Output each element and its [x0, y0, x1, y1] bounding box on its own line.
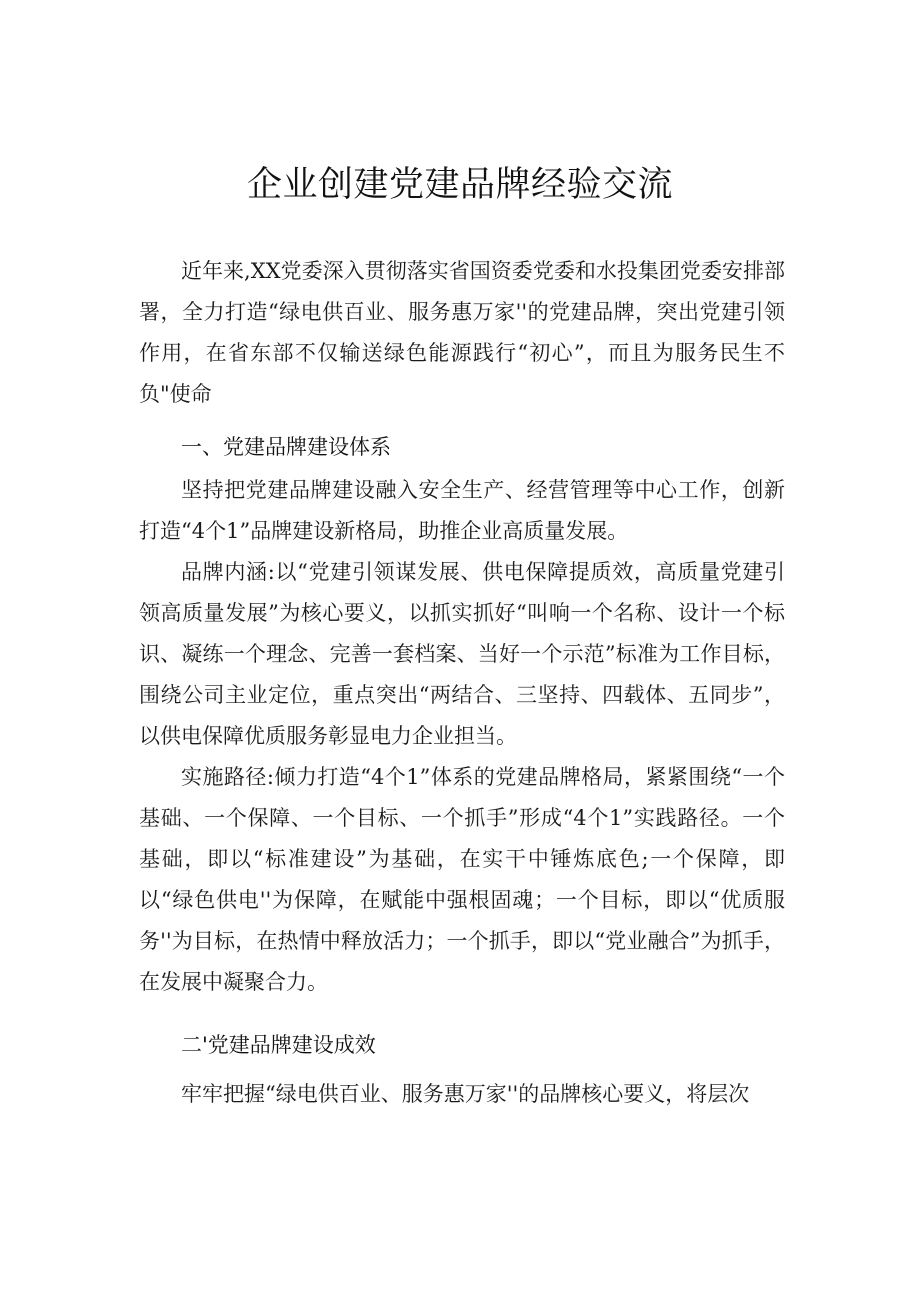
- section-1-paragraph-3: 实施路径:倾力打造“4个1”体系的党建品牌格局，紧紧围绕“一个基础、一个保障、一个目标、一个抓手”形成“4个1”实践路径。一个基础，即以“标准建设”为基础，在实干中锤炼底色;一个保障，即以“绿色供电''为保障，在赋能中强根固魂；一个目标，即以“优质服务''为目标，在热情中释放活力；一个抓手，即以“党业融合”为抓手，在发展中凝聚合力。: [139, 765, 785, 994]
- section-1-paragraph-2: 品牌内涵:以“党建引领谋发展、供电保障提质效，高质量党建引领高质量发展”为核心要义，以抓实抓好“叫响一个名称、设计一个标识、凝练一个理念、完善一套档案、当好一个示范”标准为工作目标，围绕公司主业定位，重点突出“两结合、三坚持、四载体、五同步”，以供电保障优质服务彰显电力企业担当。: [139, 560, 785, 748]
- document-body: [139, 251, 785, 1115]
- section-1-heading: 一、党建品牌建设体系: [181, 435, 391, 459]
- section-2-heading: 二'党建品牌建设成效: [181, 1033, 376, 1057]
- intro-paragraph: 近年来,XX党委深入贯彻落实省国资委党委和水投集团党委安排部署，全力打造“绿电供百业、服务惠万家''的党建品牌，突出党建引领作用，在省东部不仅输送绿色能源践行“初心”，而且为服务民生不负"使命: [139, 259, 785, 406]
- section-1-paragraph-1: 坚持把党建品牌建设融入安全生产、经营管理等中心工作，创新打造“4个1”品牌建设新格局，助推企业高质量发展。: [139, 478, 785, 543]
- document-title: 企业创建党建品牌经验交流: [246, 165, 673, 205]
- section-2-paragraph-1: 牢牢把握“绿电供百业、服务惠万家''的品牌核心要义，将层次: [181, 1082, 750, 1106]
